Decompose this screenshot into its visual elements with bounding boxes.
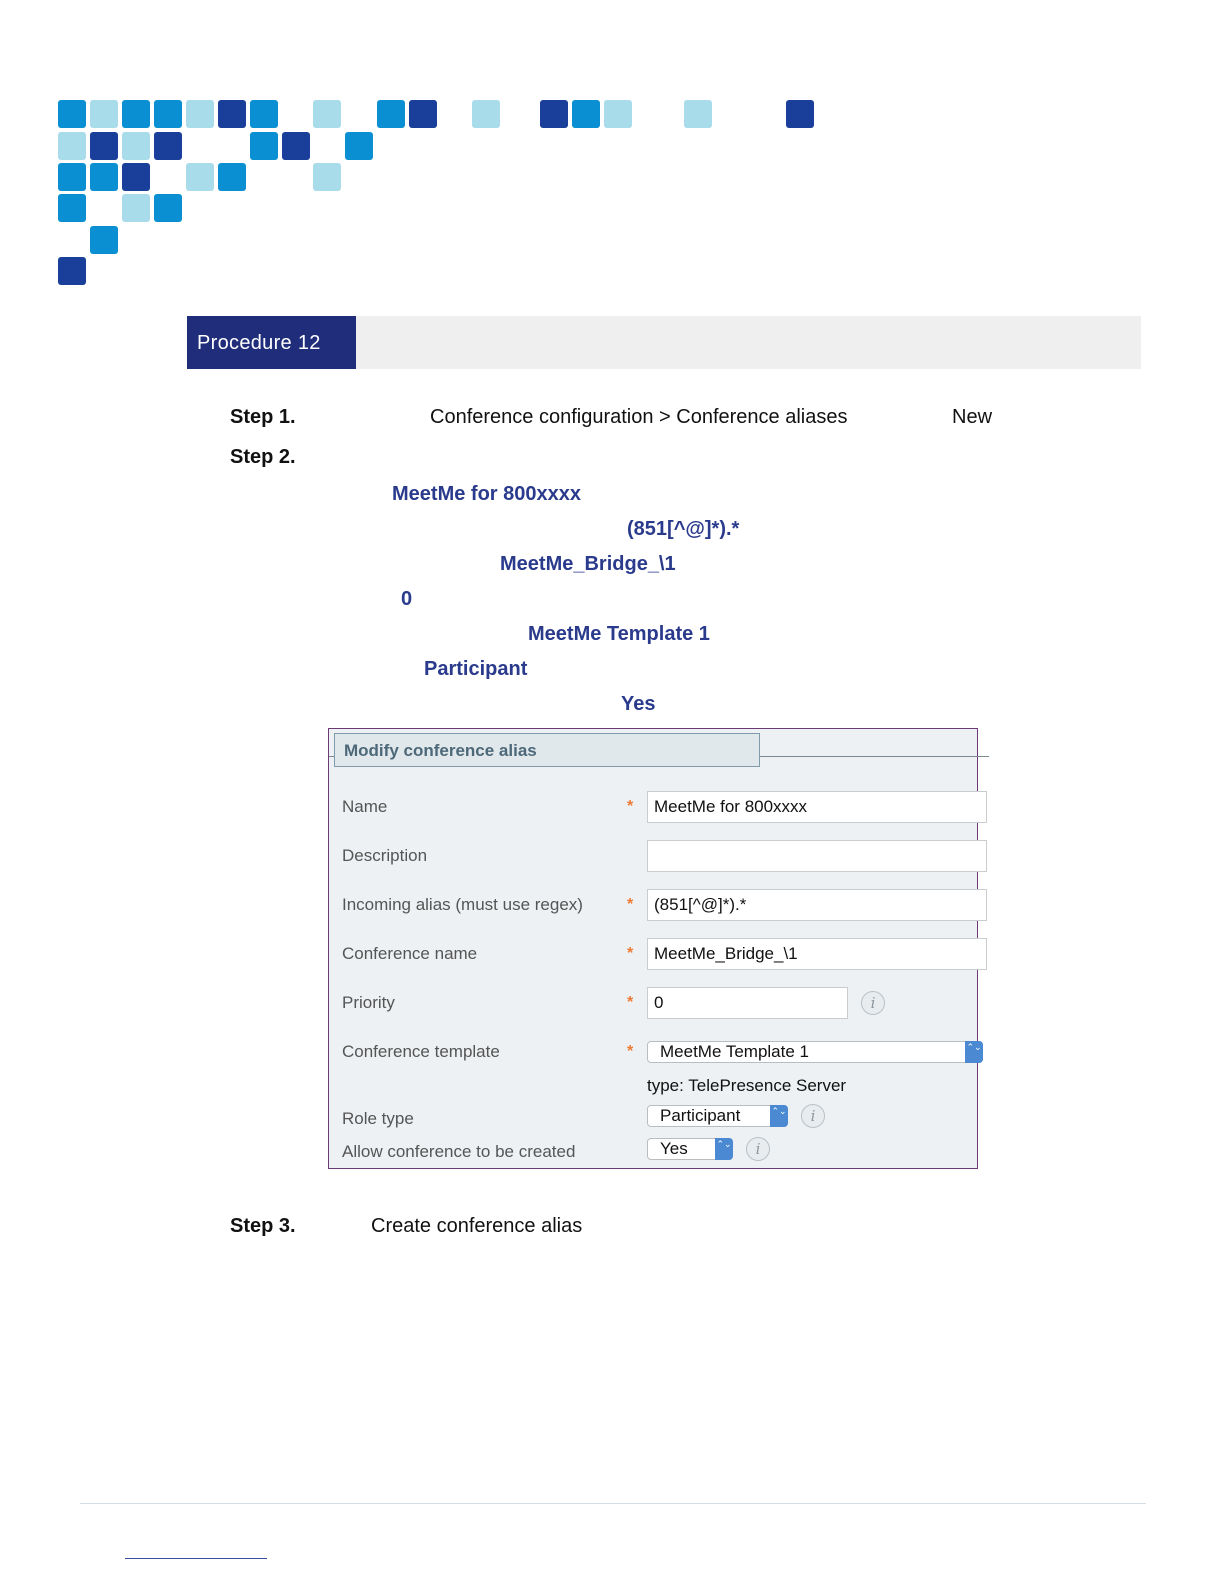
info-icon[interactable]: i — [801, 1104, 825, 1128]
logo-square — [472, 100, 500, 128]
name-input[interactable]: MeetMe for 800xxxx — [647, 791, 987, 823]
name-label: Name — [342, 797, 388, 816]
logo-square — [154, 100, 182, 128]
conference-template-select[interactable] — [647, 1041, 983, 1063]
logo-square — [218, 100, 246, 128]
step-3-action: Create conference alias — [371, 1215, 583, 1237]
procedure-label: Procedure 12 — [187, 316, 356, 369]
step-1-new-action: New — [952, 406, 993, 428]
required-icon: * — [627, 945, 634, 962]
step-3-label: Step 3. — [230, 1215, 296, 1237]
required-icon: * — [627, 896, 634, 913]
required-icon: * — [627, 1043, 634, 1060]
conference-template-label: Conference template — [342, 1042, 500, 1061]
required-icon: * — [627, 798, 634, 815]
conference-name-label: Conference name — [342, 944, 478, 963]
logo-square — [186, 100, 214, 128]
logo-square — [409, 100, 437, 128]
logo-square — [58, 100, 86, 128]
logo-square — [122, 100, 150, 128]
logo-square — [58, 132, 86, 160]
logo-square — [122, 132, 150, 160]
select-arrows-icon: ⌃⌄ — [715, 1138, 733, 1160]
logo-square — [250, 100, 278, 128]
step-1-menu-path: Conference configuration > Conference aliases — [430, 406, 848, 428]
logo-square — [90, 100, 118, 128]
conference-template-value: MeetMe Template 1 — [660, 1042, 809, 1061]
logo-square — [90, 132, 118, 160]
allow-conference-value: Yes — [660, 1139, 688, 1158]
modify-conference-alias-panel — [328, 728, 982, 1169]
description-label: Description — [342, 846, 428, 865]
info-icon[interactable]: i — [861, 991, 885, 1015]
role-type-select[interactable] — [647, 1105, 788, 1127]
priority-input[interactable]: 0 — [647, 987, 848, 1019]
panel-title: Modify conference alias — [334, 733, 760, 767]
logo-square — [154, 132, 182, 160]
logo-square — [90, 163, 118, 191]
logo-square — [90, 226, 118, 254]
logo-square — [377, 100, 405, 128]
description-input[interactable] — [647, 840, 987, 872]
logo-square — [58, 194, 86, 222]
logo-square — [572, 100, 600, 128]
allow-conference-select[interactable] — [647, 1138, 733, 1160]
template-type-note: type: TelePresence Server — [647, 1076, 847, 1095]
logo-square — [786, 100, 814, 128]
logo-square — [154, 194, 182, 222]
logo-square — [122, 163, 150, 191]
value-incoming-alias: (851[^@]*).* — [627, 518, 740, 540]
logo-square — [313, 163, 341, 191]
value-role: Participant — [424, 658, 528, 680]
required-icon: * — [627, 994, 634, 1011]
footer-accent-line — [125, 1558, 267, 1559]
incoming-alias-label: Incoming alias (must use regex) — [342, 895, 583, 914]
select-arrows-icon: ⌃⌄ — [965, 1041, 983, 1063]
logo-square — [58, 257, 86, 285]
value-template: MeetMe Template 1 — [528, 623, 710, 645]
logo-square — [313, 100, 341, 128]
incoming-alias-input[interactable]: (851[^@]*).* — [647, 889, 987, 921]
procedure-header — [187, 316, 1141, 369]
logo-square — [282, 132, 310, 160]
logo-square — [684, 100, 712, 128]
info-icon[interactable]: i — [746, 1137, 770, 1161]
role-type-label: Role type — [342, 1109, 414, 1128]
priority-label: Priority — [342, 993, 395, 1012]
logo-square — [250, 132, 278, 160]
value-allow: Yes — [621, 693, 656, 715]
logo-square — [218, 163, 246, 191]
conference-name-input[interactable]: MeetMe_Bridge_\1 — [647, 938, 987, 970]
value-conference-name: MeetMe_Bridge_\1 — [500, 553, 676, 575]
value-name: MeetMe for 800xxxx — [392, 483, 581, 505]
logo-square — [122, 194, 150, 222]
logo-square — [58, 163, 86, 191]
logo-square — [345, 132, 373, 160]
allow-conference-label: Allow conference to be created — [342, 1142, 576, 1161]
logo-square — [604, 100, 632, 128]
step-1-label: Step 1. — [230, 406, 296, 428]
footer-divider — [80, 1503, 1146, 1504]
step-2-label: Step 2. — [230, 446, 296, 468]
logo-square — [186, 163, 214, 191]
logo-square — [540, 100, 568, 128]
select-arrows-icon: ⌃⌄ — [770, 1105, 788, 1127]
role-type-value: Participant — [660, 1106, 741, 1125]
value-priority: 0 — [401, 588, 413, 610]
